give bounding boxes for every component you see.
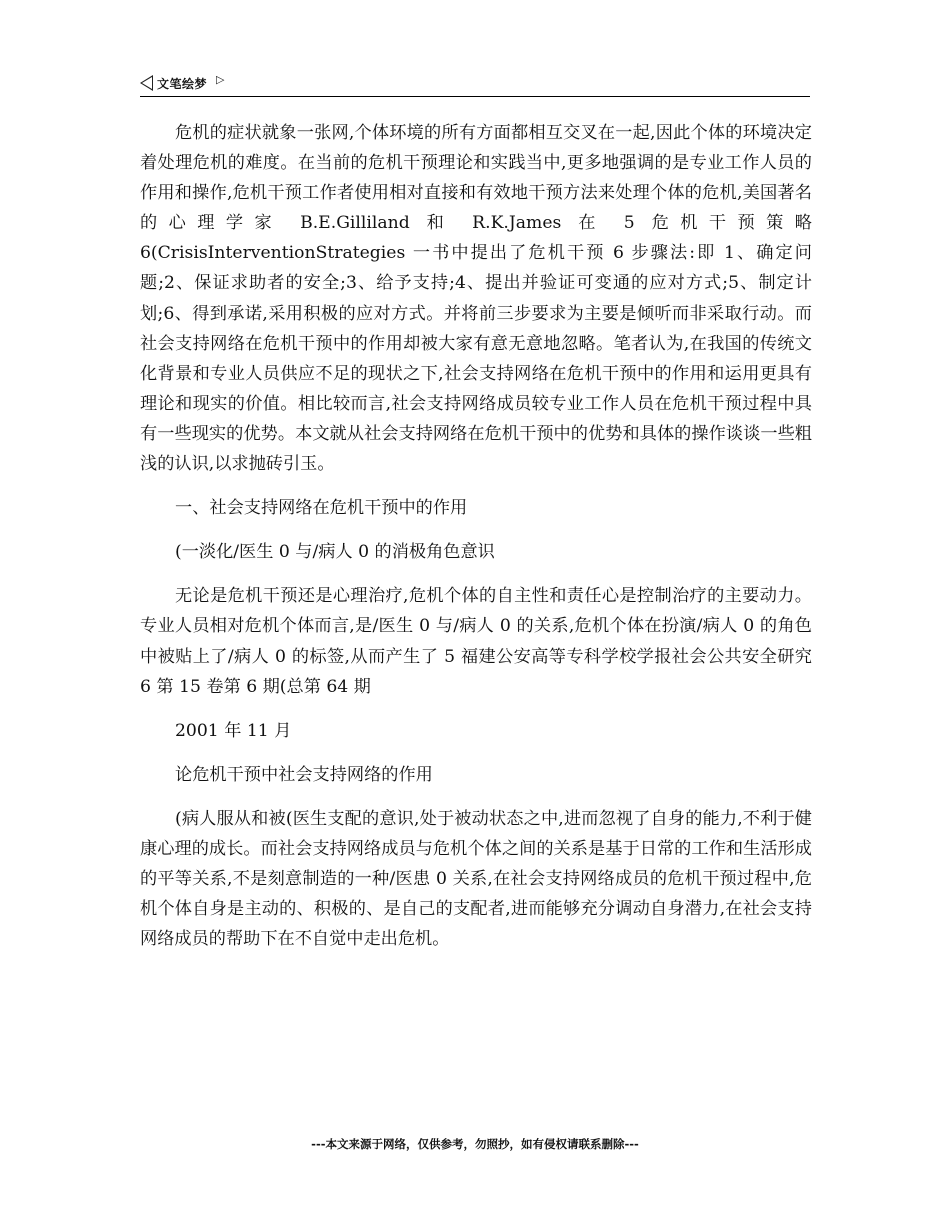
article-title: 论危机干预中社会支持网络的作用 — [175, 764, 433, 785]
header-brand: 文笔绘梦 — [157, 76, 208, 91]
triangle-left-outline-icon — [140, 75, 153, 91]
page-footer: ---本文来源于网络，仅供参考，勿照抄，如有侵权请联系删除--- — [311, 1137, 639, 1151]
document-body — [140, 118, 812, 968]
section-heading: 一、社会支持网络在危机干预中的作用 — [175, 498, 468, 519]
triangle-right-outline-icon: ▷ — [216, 72, 225, 86]
subsection-heading: (一淡化/医生 0 与/病人 0 的消极角色意识 — [175, 542, 495, 563]
date-line: 2001 年 11 月 — [175, 720, 292, 741]
paragraph-body: (病人服从和被(医生支配的意识,处于被动状态之中,进而忽视了自身的能力,不利于健康心理的成长。而社会支持网络成员与危机个体之间的关系是基于日常的工作和生活形成的平等关系,不是刻意制造的一种/医患 0 关系,在社会支持网络成员的危机干预过程中,危机个体自身是主动的、积极的、是自己的支配者,进而能够充分调动自身潜力,在社会支持网络成员的帮助下在不自觉中走出危机。 — [140, 808, 812, 950]
page-header — [140, 70, 810, 97]
paragraph-body: 无论是危机干预还是心理治疗,危机个体的自主性和责任心是控制治疗的主要动力。专业人员相对危机个体而言,是/医生 0 与/病人 0 的关系,危机个体在扮演/病人 0 的角色中被贴上了/病人 0 的标签,从而产生了 5 福建公安高等专科学校学报社会公共安全研究 6 第 15 卷第 6 期(总第 64 期 — [140, 586, 812, 697]
paragraph-intro: 危机的症状就象一张网,个体环境的所有方面都相互交叉在一起,因此个体的环境决定着处理危机的难度。在当前的危机干预理论和实践当中,更多地强调的是专业工作人员的作用和操作,危机干预工作者使用相对直接和有效地干预方法来处理个体的危机,美国著名的心理学家 B.E.Gilliland 和 R.K.James 在 5 危机干预策略 6(CrisisInterventionStrategies 一书中提出了危机干预 6 步骤法:即 1、确定问题;2、保证求助者的安全;3、给予支持;4、提出并验证可变通的应对方式;5、制定计划;6、得到承诺,采用积极的应对方式。并将前三步要求为主要是倾听而非采取行动。而社会支持网络在危机干预中的作用却被大家有意无意地忽略。笔者认为,在我国的传统文化背景和专业人员供应不足的现状之下,社会支持网络在危机干预中的作用和运用更具有理论和现实的价值。相比较而言,社会支持网络成员较专业工作人员在危机干预过程中具有一些现实的优势。本文就从社会支持网络在危机干预中的优势和具体的操作谈谈一些粗浅的认识,以求抛砖引玉。 — [140, 123, 812, 475]
